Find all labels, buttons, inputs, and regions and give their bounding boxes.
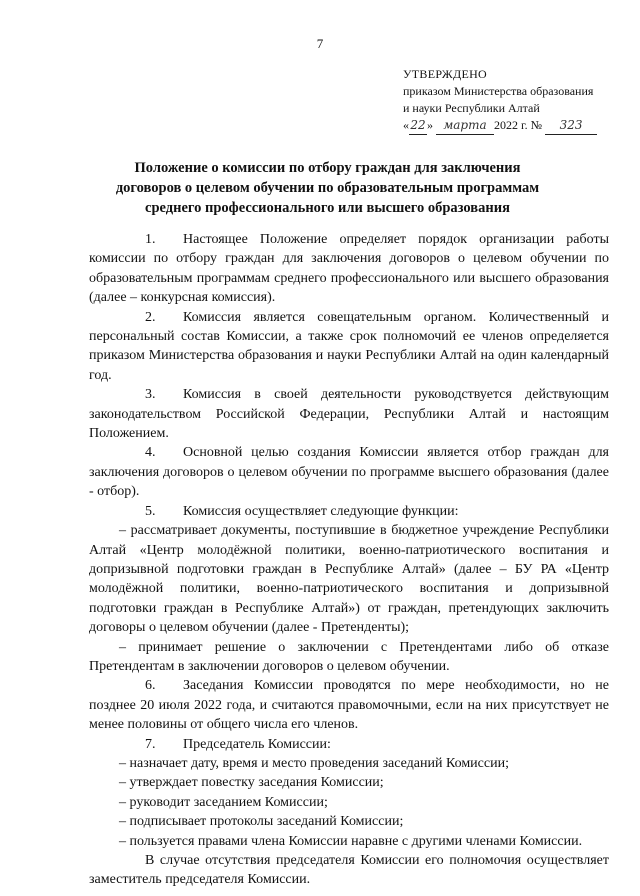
body-paragraph [89, 773, 609, 792]
paragraph-text: – руководит заседанием Комиссии; [119, 794, 328, 810]
paragraph-number: 1. [145, 232, 156, 247]
paragraph-text: Настоящее Положение определяет порядок организации работы комиссии по отбору граждан для заключения договоров о целевом обучении по образовательным программам среднего профессионального или высшего образования (далее – конкурсная комиссия). [89, 232, 609, 306]
body-paragraph [89, 638, 609, 677]
paragraph-text: Комиссия осуществляет следующие функции: [183, 503, 459, 519]
date-open-quote: « [403, 118, 409, 132]
page-number: 7 [316, 36, 324, 51]
approval-heading: УТВЕРЖДЕНО [403, 67, 488, 81]
paragraph-text: – пользуется правами члена Комиссии наравне с другими членами Комиссии. [119, 833, 583, 849]
year-and-number-label: 2022 г. № [494, 118, 543, 132]
body-paragraph [89, 851, 609, 890]
paragraph-number: 7. [145, 736, 156, 752]
body-paragraph [89, 676, 609, 734]
paragraph-text: – утверждает повестку заседания Комиссии; [119, 775, 384, 791]
body-paragraph [89, 385, 609, 443]
body-paragraph [89, 735, 609, 754]
paragraph-number: 3. [145, 387, 156, 403]
paragraph-text: – принимает решение о заключении с Претендентами либо об отказе Претендентам в заключении договоров о целевом обучении. [89, 639, 609, 674]
paragraph-text: Председатель Комиссии: [183, 736, 331, 752]
body-paragraph [89, 230, 609, 308]
approval-block [403, 66, 635, 135]
body-paragraph [89, 793, 609, 812]
handwritten-day: 22 [409, 117, 427, 135]
approval-date-line [403, 117, 635, 135]
document-title: Положение о комиссии по отбору граждан для заключения договоров о целевом обучении по образовательным программам среднего профессионального или высшего образования [115, 160, 540, 216]
body-paragraph [89, 502, 609, 521]
paragraph-number: 5. [145, 503, 156, 519]
document-body [89, 230, 609, 890]
approval-line-1: приказом Министерства образования [403, 84, 594, 98]
body-paragraph [89, 308, 609, 386]
handwritten-month: марта [436, 117, 494, 135]
body-paragraph [89, 812, 609, 831]
paragraph-text: – назначает дату, время и место проведения заседаний Комиссии; [119, 755, 509, 771]
paragraph-text: Заседания Комиссии проводятся по мере необходимости, но не позднее 20 июля 2022 года, и считаются правомочными, если на них присутствует не менее половины от общего числа его членов. [89, 678, 609, 733]
body-paragraph [89, 443, 609, 501]
paragraph-text: В случае отсутствия председателя Комиссии его полномочия осуществляет заместитель председателя Комиссии. [89, 853, 609, 888]
paragraph-number: 6. [145, 678, 156, 694]
date-close-quote: » [427, 118, 433, 132]
body-paragraph [89, 832, 609, 851]
paragraph-text: – рассматривает документы, поступившие в бюджетное учреждение Республики Алтай «Центр молодёжной политики, военно-патриотического воспитания и допризывной подготовки граждан в Республике Алтай» (далее – БУ РА «Центр молодёжной политики, военно-патриотического воспитания и допризывной подготовки граждан в Республике Алтай») от граждан, претендующих заключить договоры о целевом обучении (далее - Претенденты); [89, 523, 609, 636]
paragraph-text: Основной целью создания Комиссии является отбор граждан для заключения договоров о целевом обучении по программе высшего образования (далее - отбор). [89, 445, 609, 500]
body-paragraph [89, 521, 609, 637]
paragraph-text: Комиссия является совещательным органом. Количественный и персональный состав Комиссии, а также срок полномочий ее членов определяется приказом Министерства образования и науки Республики Алтай на один календарный год. [89, 309, 609, 383]
paragraph-number: 2. [145, 309, 156, 325]
body-paragraph [89, 754, 609, 773]
paragraph-text: Комиссия в своей деятельности руководствуется действующим законодательством Российской Федерации, Республики Алтай и настоящим Положением. [89, 387, 609, 442]
approval-line-2: и науки Республики Алтай [403, 101, 540, 115]
paragraph-number: 4. [145, 445, 156, 461]
paragraph-text: – подписывает протоколы заседаний Комиссии; [119, 814, 404, 830]
handwritten-order-number: 323 [545, 117, 597, 135]
